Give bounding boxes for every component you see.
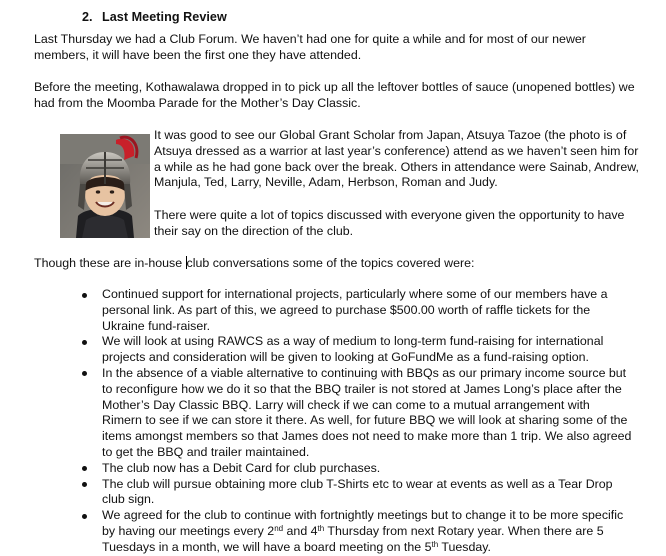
bullet-dot-icon (82, 466, 87, 471)
list-item (0, 477, 632, 509)
bullet-dot-icon (82, 340, 87, 345)
list-item-text: In the absence of a viable alternative to continuing with BBQs as our primary income source but to reconfigure how we do it so that the BBQ trailer is not stored at James Long’s place after the Mother’s Day Classic BBQ. Larry will check if we can come to a mutual arrangement with Rimern to see if we can store it there. As well, for future BBQ we will look at sharing some of the items amongst members so that James does not need to make more than 1 trip. We also agreed to get the BBQ and trailer maintained. (102, 365, 632, 459)
bullet-dot-icon (82, 514, 87, 519)
meetings-text-part: Tuesday. (438, 539, 491, 554)
meetings-text-part: Thursday from next Rotary year. When there are 5 Tuesdays in a month, we will have a board meeting on the 5 (102, 523, 604, 554)
photo-atsuya-warrior (60, 134, 150, 238)
list-item-text: Continued support for international projects, particularly where some of our members have a personal link. As part of this, we agreed to purchase $500.00 worth of raffle tickets for the Ukraine fund-raiser. (102, 287, 608, 333)
paragraph-topics-discussed: There were quite a lot of topics discussed with everyone given the opportunity to have their say on the direction of the club. (154, 208, 625, 238)
list-item-text: We will look at using RAWCS as a way of medium to long-term fund-raising for international projects and consideration will be given to looking at GoFundMe as a fund-raising option. (102, 334, 604, 365)
intro-text-before-caret: Though these are in-house (34, 256, 186, 270)
list-item (0, 287, 632, 334)
list-item-text: The club will pursue obtaining more club T-Shirts etc to wear at events as well as a Tear Drop club sign. (102, 476, 613, 507)
bullet-dot-icon (82, 293, 87, 298)
meetings-text-part: We agreed for the club to continue with fortnightly meetings but to change it to be more specific by having our meetings every 2 (102, 508, 624, 538)
section-title: Last Meeting Review (102, 10, 227, 24)
paragraph-topics-intro (34, 256, 634, 272)
paragraph-global-grant-scholar: It was good to see our Global Grant Scholar from Japan, Atsuya Tazoe (the photo is of Atsuya dressed as a warrior at last year’s conference) attend as we haven’t seen him for a while as he had gone back over the break. Others in attendance were Sainab, Andrew, Manjula, Ted, Larry, Neville, Adam, Herbson, Roman and Judy. (154, 128, 639, 190)
intro-text-after-caret: club conversations some of the topics covered were: (186, 256, 475, 270)
section-heading (82, 10, 227, 26)
list-item-text: The club now has a Debit Card for club purchases. (102, 460, 381, 475)
paragraph-sauce-pickup: Before the meeting, Kothawalawa dropped in to pick up all the leftover bottles of sauce (unopened bottles) we had from the Moomba Parade for the Mother’s Day Classic. (34, 80, 635, 110)
paragraph-club-forum: Last Thursday we had a Club Forum. We haven’t had one for quite a while and for most of our newer members, it will have been the first one they have attended. (34, 32, 586, 62)
section-number: 2. (82, 10, 93, 24)
list-item (0, 508, 632, 555)
list-item (0, 461, 632, 477)
topics-bullet-list (0, 287, 666, 556)
ordinal-suffix: th (431, 539, 439, 549)
list-item (0, 366, 632, 461)
list-item (0, 334, 632, 366)
meetings-text-part: and 4 (283, 523, 318, 538)
ordinal-suffix: th (317, 523, 325, 533)
ordinal-suffix: nd (274, 523, 284, 533)
bullet-dot-icon (82, 482, 87, 487)
list-item-text (102, 508, 623, 554)
bullet-dot-icon (82, 371, 87, 376)
